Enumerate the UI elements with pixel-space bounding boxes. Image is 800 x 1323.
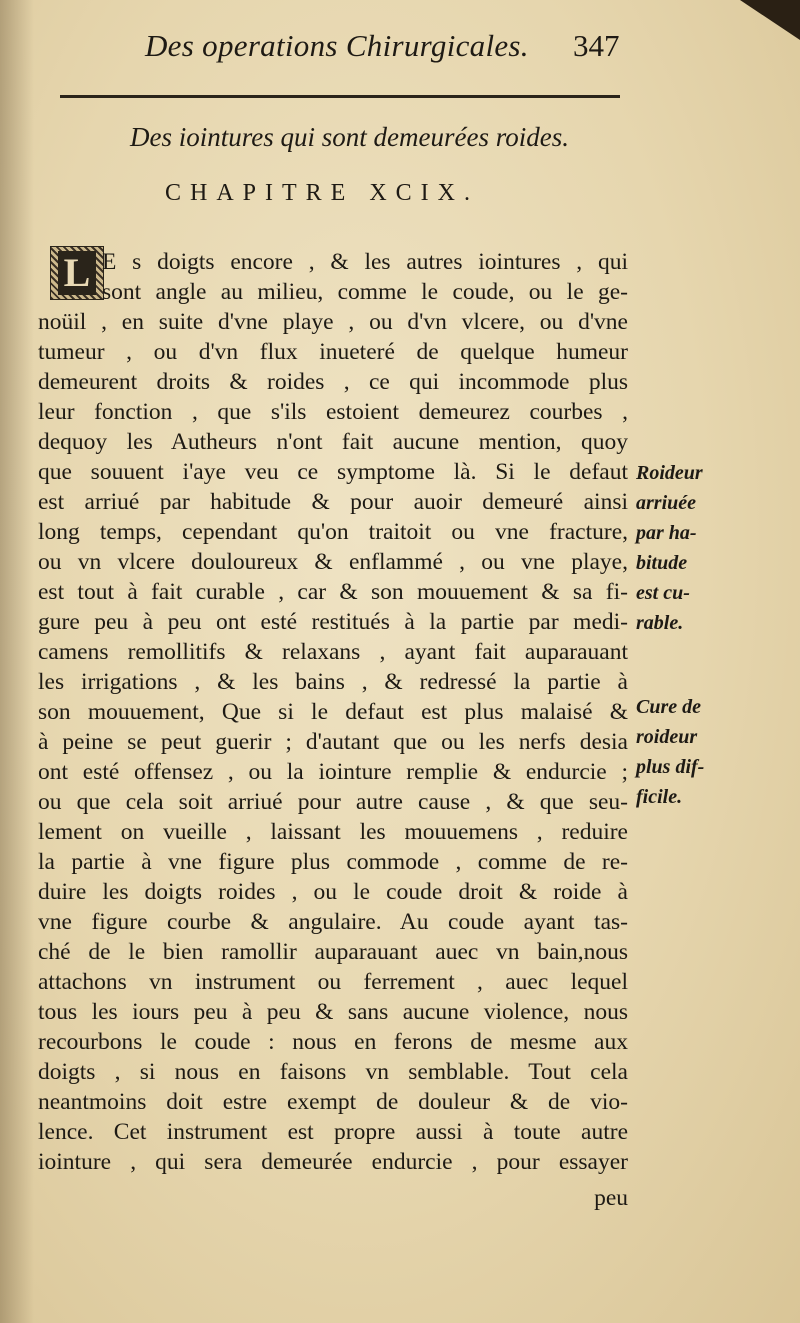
text-line: ont esté offensez , ou la iointure remplie & endurcie ; [38,759,628,785]
text-line: neantmoins doit estre exempt de douleur & de vio- [38,1089,628,1115]
text-line: leur fonction , que s'ils estoient demeurez courbes , [38,399,628,425]
text-line: dequoy les Autheurs n'ont fait aucune mention, quoy [38,429,628,455]
text-line: son mouuement, Que si le defaut est plus malaisé & [38,699,628,725]
margin-note-line: par ha- [636,522,697,544]
text-line: doigts , si nous en faisons vn semblable. Tout cela [38,1059,628,1085]
margin-note-line: rable. [636,612,684,634]
page-number: 347 [573,28,620,63]
text-line: gure peu à peu ont esté restitués à la partie par medi- [38,609,628,635]
text-line: ou vn vlcere douloureux & enflammé , ou vne playe, [38,549,628,575]
text-line: à peine se peut guerir ; d'autant que ou les nerfs desia [38,729,628,755]
text-line: la partie à vne figure plus commode , comme de re- [38,849,628,875]
margin-note-line: plus dif- [636,756,705,778]
text-line: ou que cela soit arriué pour autre cause , & que seu- [38,789,628,815]
text-line: ché de le bien ramollir auparauant auec vn bain,nous [38,939,628,965]
margin-note-line: roideur [636,726,698,748]
text-line: vne figure courbe & angulaire. Au coude ayant tas- [38,909,628,935]
text-line: est arriué par habitude & pour auoir demeuré ainsi [38,489,628,515]
margin-note-line: Roideur [636,462,703,484]
text-line: sont angle au milieu, comme le coude, ou le ge- [102,279,628,305]
drop-cap-letter: L [58,251,97,295]
text-line: les irrigations , & les bains , & redressé la partie à [38,669,628,695]
text-line: noüil , en suite d'vne playe , ou d'vn vlcere, ou d'vne [38,309,628,335]
text-line: E s doigts encore , & les autres iointures , qui [102,249,628,275]
text-line: est tout à fait curable , car & son mouuement & sa fi- [38,579,628,605]
text-line: iointure , qui sera demeurée endurcie , pour essayer [38,1149,628,1175]
margin-note-line: bitude [636,552,688,574]
header-rule [60,95,620,98]
text-line: duire les doigts roides , ou le coude droit & roide à [38,879,628,905]
catchword: peu [594,1185,628,1211]
margin-note-line: est cu- [636,582,690,604]
text-line: long temps, cependant qu'on traitoit ou vne fracture, [38,519,628,545]
margin-note-line: Cure de [636,696,701,718]
margin-note-line: ficile. [636,786,683,808]
page-corner-shadow [740,0,800,40]
text-line: recourbons le coude : nous en ferons de mesme aux [38,1029,628,1055]
text-line: lement on vueille , laissant les mouuemens , reduire [38,819,628,845]
text-line: que souuent i'aye veu ce symptome là. Si le defaut [38,459,628,485]
text-line: attachons vn instrument ou ferrement , auec lequel [38,969,628,995]
running-title: Des operations Chirurgicales. [145,28,529,63]
spine-shadow [0,0,34,1323]
drop-cap-ornament [50,246,104,300]
text-line: demeurent droits & roides , ce qui incommode plus [38,369,628,395]
text-line: camens remollitifs & relaxans , ayant fait auparauant [38,639,628,665]
chapter-label: CHAPITRE XCIX. [165,180,480,206]
text-line: tumeur , ou d'vn flux inueteré de quelque humeur [38,339,628,365]
section-heading: Des iointures qui sont demeurées roides. [130,122,569,152]
margin-note-line: arriuée [636,492,696,514]
text-line: lence. Cet instrument est propre aussi à toute autre [38,1119,628,1145]
text-line: tous les iours peu à peu & sans aucune violence, nous [38,999,628,1025]
